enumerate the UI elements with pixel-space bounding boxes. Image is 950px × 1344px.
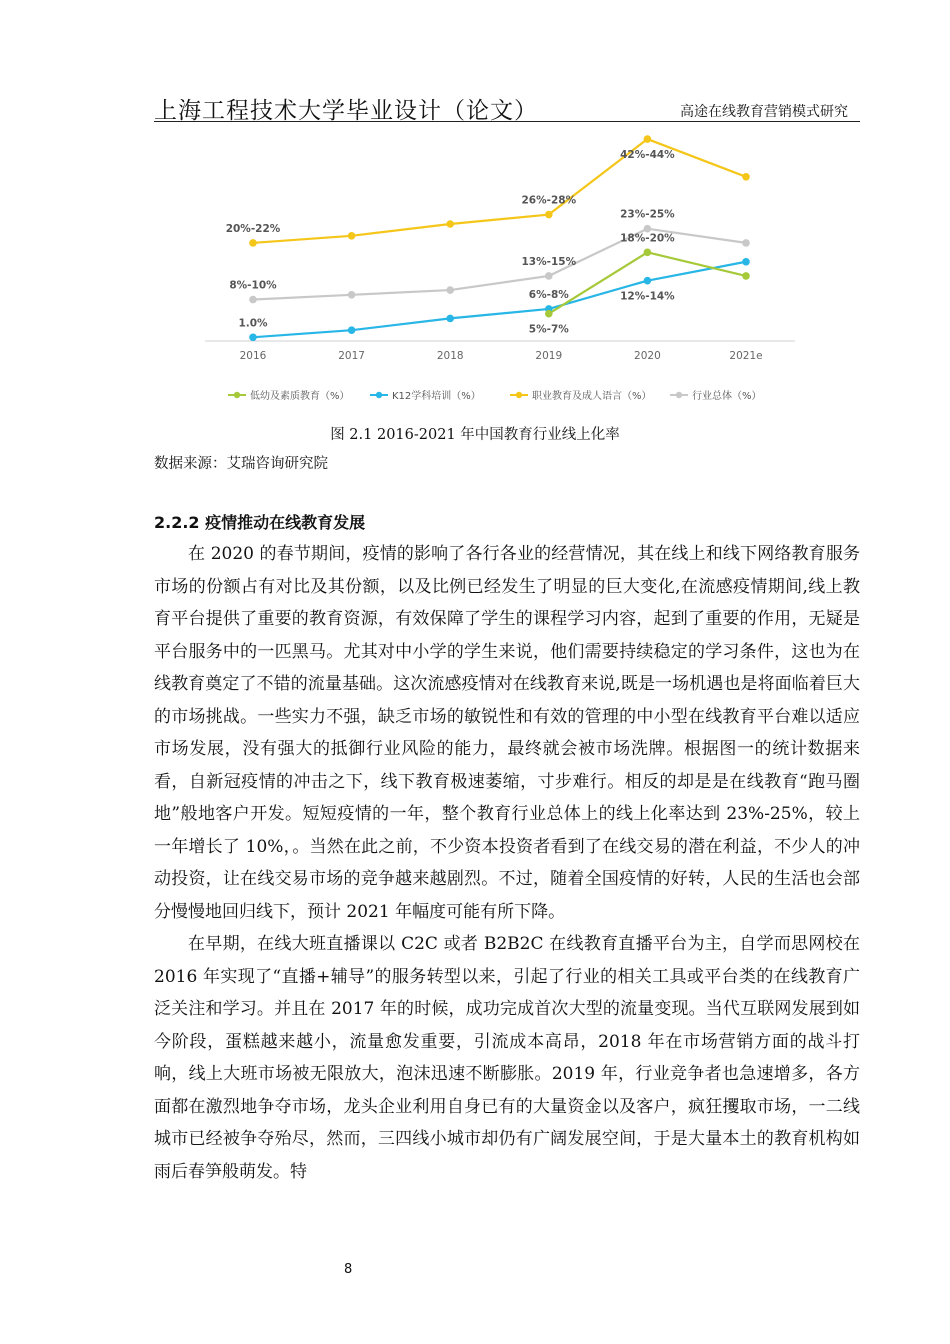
data-point xyxy=(742,272,750,280)
data-label: 20%-22% xyxy=(225,222,281,235)
legend-marker xyxy=(676,392,682,398)
x-tick-label: 2017 xyxy=(338,350,365,362)
data-point xyxy=(644,249,652,257)
data-point xyxy=(742,258,750,266)
data-label: 8%-10% xyxy=(229,279,277,292)
legend-marker xyxy=(234,392,240,398)
data-point xyxy=(742,239,750,247)
data-point xyxy=(446,220,454,228)
data-label: 5%-7% xyxy=(528,323,569,336)
legend-label: 职业教育及成人语言（%） xyxy=(532,391,652,402)
body-paragraph-1: 在 2020 的春节期间，疫情的影响了各行各业的经营情况，其在线上和线下网络教育服务市场的份额占有对比及其份额，以及比例已经发生了明显的巨大变化,在流感疫情期间,线上教育平台提供了重要的教育资源，有效保障了学生的课程学习内容，起到了重要的作用，无疑是平台服务中的一匹黑马。尤其对中小学的学生来说，他们需要持续稳定的学习条件，这也为在线教育奠定了不错的流量基础。这次流感疫情对在线教育来说,既是一场机遇也是将面临着巨大的市场挑战。一些实力不强，缺乏市场的敏锐性和有效的管理的中小型在线教育平台难以适应市场发展，没有强大的抵御行业风险的能力，最终就会被市场洗牌。根据图一的统计数据来看，自新冠疫情的冲击之下，线下教育极速萎缩，寸步难行。相反的却是是在线教育“跑马圈地”般地客户开发。短短疫情的一年，整个教育行业总体上的线上化率达到 23%-25%，较上一年增长了 10%，。当然在此之前，不少资本投资者看到了在线交易的潜在利益，不少人的冲动投资，让在线交易市场的竞争越来越剧烈。不过，随着全国疫情的好转，人民的生活也会部分慢慢地回归线下，预计 2021 年幅度可能有所下降。 xyxy=(154,544,860,922)
data-point xyxy=(545,272,553,280)
legend-label: 低幼及素质教育（%） xyxy=(250,391,350,402)
data-point xyxy=(348,326,356,334)
data-label: 1.0% xyxy=(238,317,268,330)
legend-marker xyxy=(516,392,522,398)
x-tick-label: 2019 xyxy=(535,350,563,362)
data-point xyxy=(249,239,257,247)
data-point xyxy=(742,173,750,181)
figure-source: 数据来源：艾瑞咨询研究院 xyxy=(154,456,328,472)
data-label: 13%-15% xyxy=(521,255,577,268)
chart-legend xyxy=(228,389,762,402)
section-heading: 2.2.2 疫情推动在线教育发展 xyxy=(154,513,366,532)
x-tick-label: 2016 xyxy=(239,350,267,362)
legend-label: 行业总体（%） xyxy=(692,391,762,402)
legend-marker xyxy=(376,392,382,398)
section-body xyxy=(154,538,860,1188)
data-point xyxy=(446,286,454,294)
data-label: 12%-14% xyxy=(620,290,675,303)
data-point xyxy=(644,135,652,143)
online-rate-line-chart xyxy=(0,0,950,420)
x-tick-label: 2021e xyxy=(729,350,763,362)
figure-caption: 图 2.1 2016-2021 年中国教育行业线上化率 xyxy=(330,427,620,443)
data-point xyxy=(446,315,454,323)
data-point xyxy=(249,296,257,304)
document-header-title: 上海工程技术大学毕业设计（论文） xyxy=(154,98,538,124)
chart-labels-layer xyxy=(226,149,676,336)
data-point xyxy=(545,310,553,318)
x-tick-label: 2020 xyxy=(634,350,661,362)
page-number: 8 xyxy=(344,1262,353,1277)
data-point xyxy=(249,333,257,341)
data-label: 6%-8% xyxy=(528,288,569,301)
data-point xyxy=(545,211,553,219)
data-point xyxy=(644,277,652,285)
legend-label: K12学科培训（%） xyxy=(392,391,481,402)
document-header-subtitle: 高途在线教育营销模式研究 xyxy=(680,104,848,120)
data-label: 26%-28% xyxy=(521,194,577,207)
chart-ticks-layer xyxy=(240,350,763,362)
data-label: 42%-44% xyxy=(620,149,675,162)
body-paragraph-2: 在早期，在线大班直播课以 C2C 或者 B2B2C 在线教育直播平台为主，自学而思网校在 2016 年实现了“直播+辅导”的服务转型以来，引起了行业的相关工具或平台类的在线教育广泛关注和学习。并且在 2017 年的时候，成功完成首次大型的流量变现。当代互联网发展到如今阶段，蛋糕越来越小，流量愈发重要，引流成本高昂，2018 年在市场营销方面的战斗打响，线上大班市场被无限放大，泡沫迅速不断膨胀。2019 年，行业竞争者也急速增多，各方面都在激烈地争夺市场，龙头企业利用自身已有的大量资金以及客户，疯狂攫取市场，一二线城市已经被争夺殆尽，然而，三四线小城市却仍有广阔发展空间，于是大量本土的教育机构如雨后春笋般萌发。特 xyxy=(154,934,860,1182)
data-point xyxy=(348,291,356,299)
data-label: 23%-25% xyxy=(620,208,675,221)
data-label: 18%-20% xyxy=(620,232,675,245)
data-point xyxy=(348,232,356,240)
x-tick-label: 2018 xyxy=(436,350,464,362)
